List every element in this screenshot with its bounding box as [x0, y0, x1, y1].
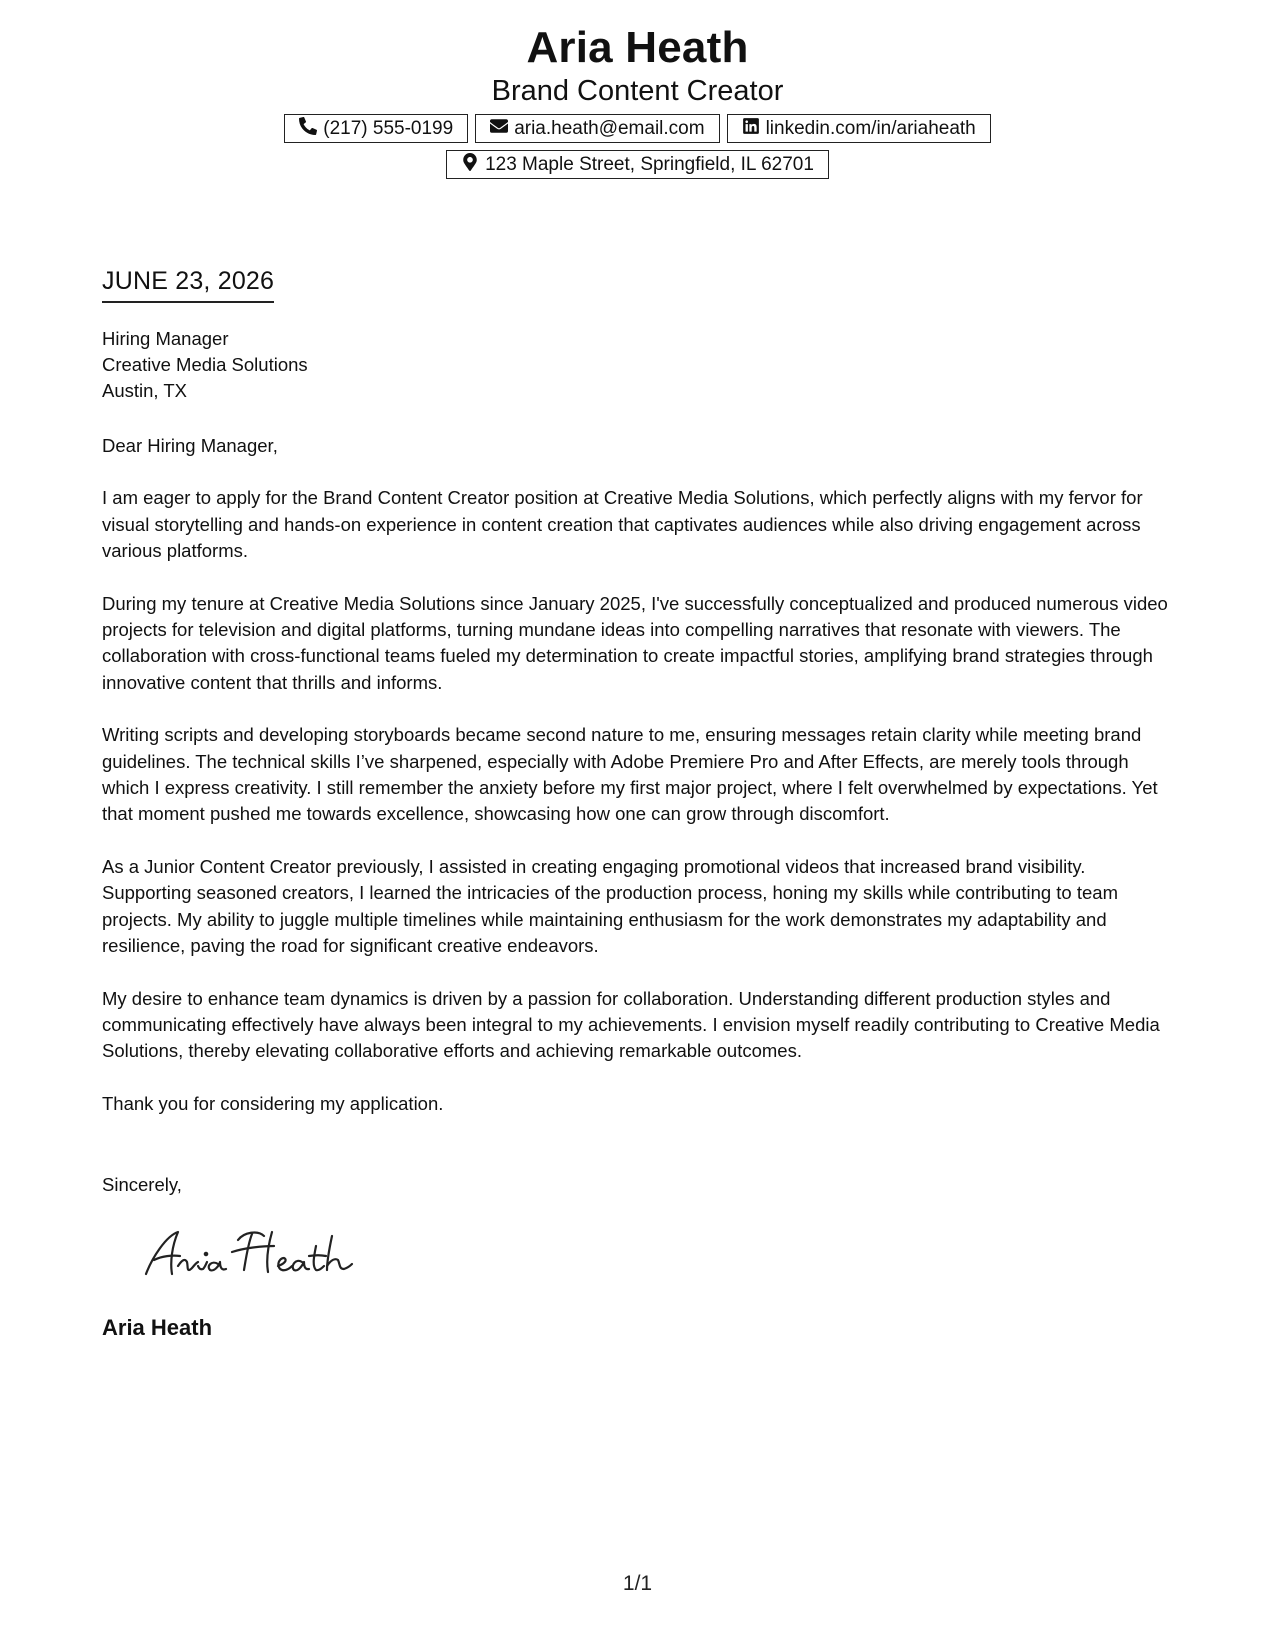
phone-text: (217) 555-0199 [323, 117, 454, 139]
linkedin-icon [742, 117, 760, 141]
body-paragraph: During my tenure at Creative Media Solutions since January 2025, I've successfully conceptualized and produced numerous video projects for television and digital platforms, turning mundane ideas into compelling narratives that resonate with viewers. The collaboration with cross-functional teams fueled my determination to create impactful stories, amplifying brand strategies through innovative content that thrills and informs. [102, 592, 1168, 693]
handwritten-signature [132, 1222, 362, 1288]
phone-contact[interactable] [284, 114, 468, 143]
closing: Sincerely, [102, 1174, 182, 1195]
contact-row-address [0, 150, 1275, 179]
envelope-icon [490, 117, 508, 141]
letter-body [102, 433, 1177, 1143]
letter-header [0, 22, 1275, 179]
body-paragraph: Writing scripts and developing storyboards became second nature to me, ensuring messages retain clarity while meeting brand guidelines. The technical skills I’ve sharpened, especially with Adobe Premiere Pro and After Effects, are merely tools through which I express creativity. I still remember the anxiety before my first major project, where I felt overwhelmed by expectations. Yet that moment pushed me towards excellence, showcasing how one can grow through discomfort. [102, 724, 1158, 825]
body-paragraph: As a Junior Content Creator previously, I assisted in creating engaging promotional videos that increased brand visibility. Supporting seasoned creators, I learned the intricacies of the production process, honing my skills while contributing to team projects. My ability to juggle multiple timelines while maintaining enthusiasm for the work demonstrates my adaptability and resilience, paving the road for significant creative endeavors. [102, 855, 1118, 957]
body-paragraph: My desire to enhance team dynamics is driven by a passion for collaboration. Understanding different production styles and communicating effectively have always been integral to my achievements. I envision myself readily contributing to Creative Media Solutions, thereby elevating collaborative efforts and achieving remarkable outcomes. [102, 987, 1160, 1062]
address-contact[interactable] [446, 150, 829, 179]
letter-date: JUNE 23, 2026 [102, 266, 274, 303]
contact-row [0, 114, 1275, 143]
linkedin-text: linkedin.com/in/ariaheath [765, 117, 976, 139]
recipient-line: Creative Media Solutions [102, 354, 308, 375]
salutation: Dear Hiring Manager, [102, 435, 278, 456]
applicant-name: Aria Heath [526, 23, 749, 72]
map-pin-icon [461, 153, 479, 177]
body-paragraph: I am eager to apply for the Brand Content Creator position at Creative Media Solutions, which perfectly aligns with my fervor for visual storytelling and hands-on experience in content creation that captivates audiences while also driving engagement across various platforms. [102, 487, 1143, 562]
email-contact[interactable] [475, 114, 719, 143]
applicant-title: Brand Content Creator [491, 75, 784, 107]
recipient-line: Hiring Manager [102, 328, 229, 349]
recipient-line: Austin, TX [102, 380, 188, 401]
page-number: 1/1 [622, 1572, 653, 1595]
phone-icon [299, 117, 317, 141]
linkedin-contact[interactable] [727, 114, 991, 143]
email-text: aria.heath@email.com [514, 117, 705, 139]
thanks-line: Thank you for considering my application. [102, 1092, 444, 1114]
address-text: 123 Maple Street, Springfield, IL 62701 [485, 153, 814, 175]
signer-name: Aria Heath [102, 1315, 213, 1340]
recipient-block [102, 326, 308, 404]
